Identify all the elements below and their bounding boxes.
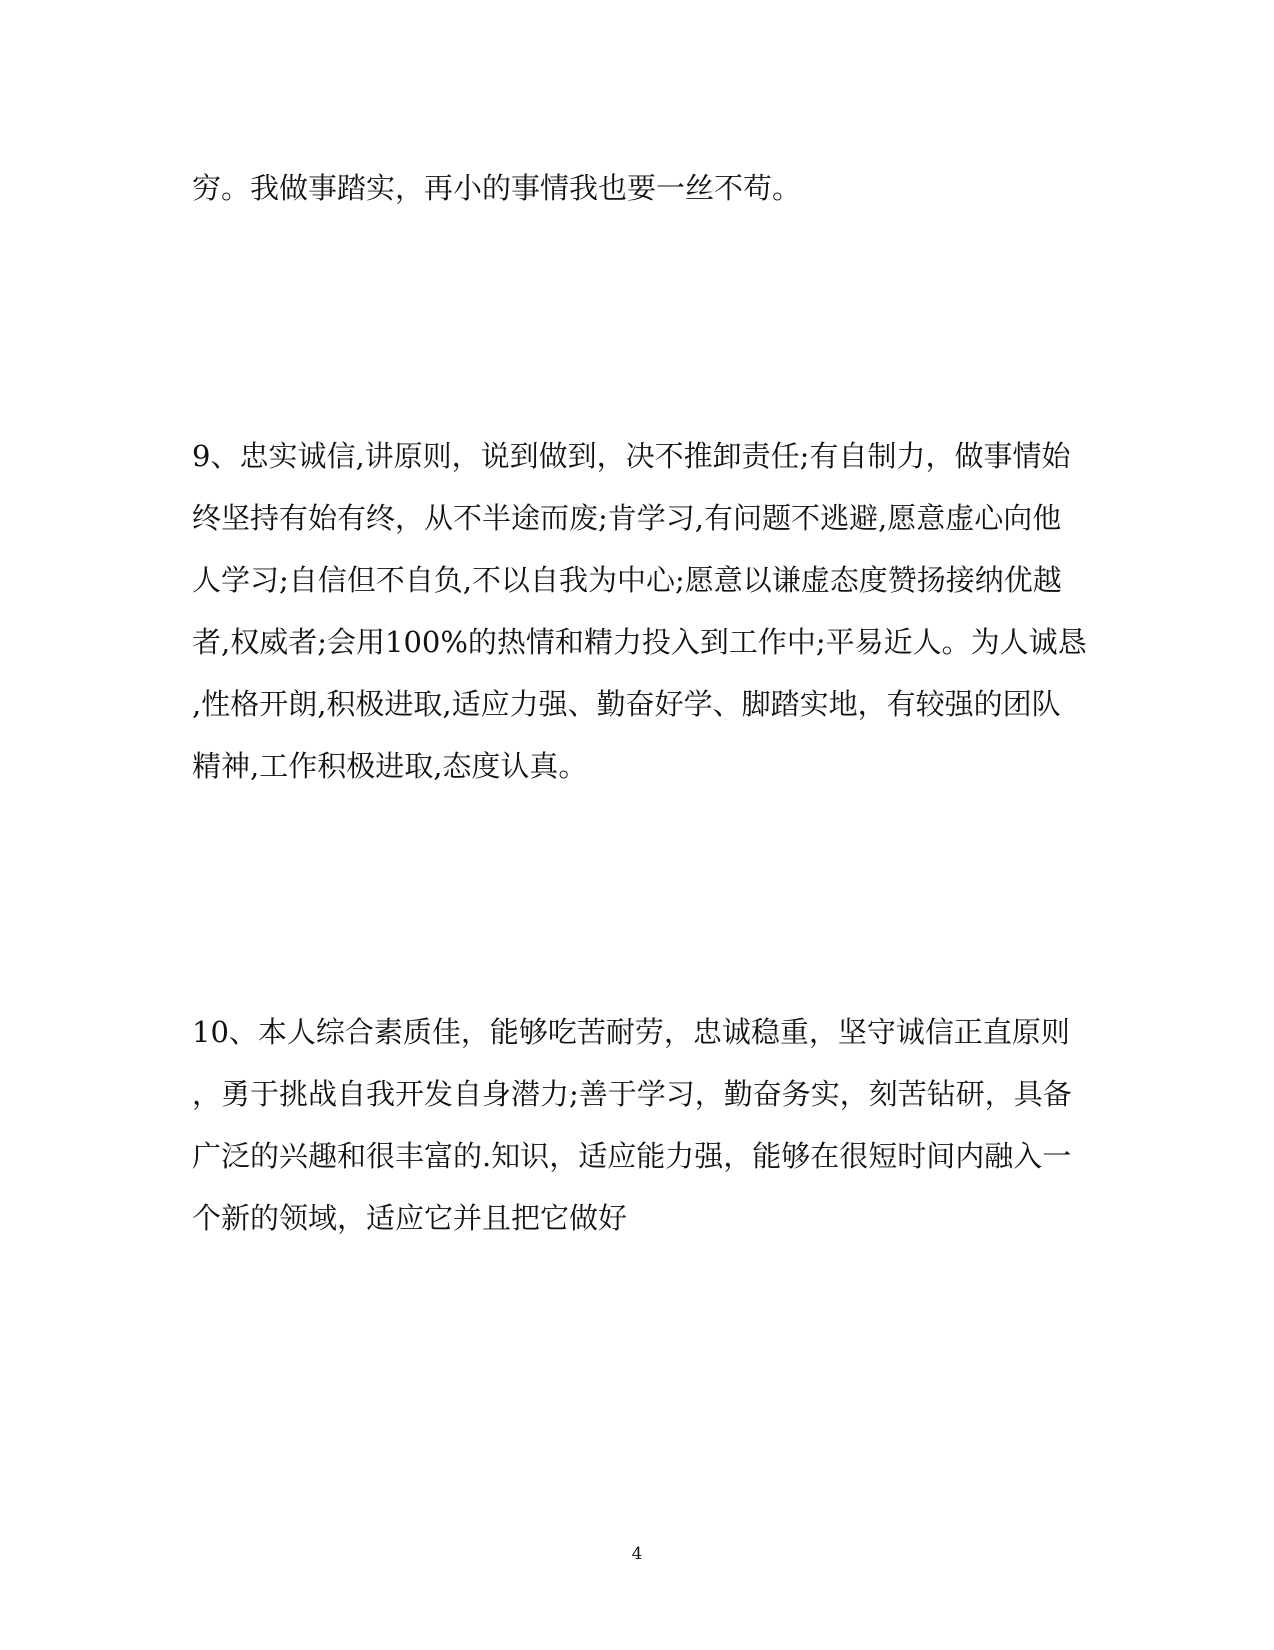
text-line: 10、本人综合素质佳，能够吃苦耐劳，忠诚稳重，坚守诚信正直原则 [192,1015,1070,1049]
text-line: 精神,工作积极进取,态度认真。 [192,749,588,783]
text-line: 穷。我做事踏实，再小的事情我也要一丝不苟。 [192,171,802,205]
text-line: 终坚持有始有终，从不半途而废;肯学习,有问题不逃避,愿意虚心向他 [192,501,1062,535]
text-line: 个新的领域，适应它并且把它做好 [192,1201,628,1235]
text-line: ,性格开朗,积极进取,适应力强、勤奋好学、脚踏实地，有较强的团队 [192,687,1061,721]
text-line: 广泛的兴趣和很丰富的.知识，适应能力强，能够在很短时间内融入一 [192,1139,1072,1173]
text-line: ，勇于挑战自我开发自身潜力;善于学习，勤奋务实，刻苦钻研，具备 [192,1077,1072,1111]
text-line: 人学习;自信但不自负,不以自我为中心;愿意以谦虚态度赞扬接纳优越 [192,563,1062,597]
page-number: 4 [631,1544,643,1564]
text-line: 者,权威者;会用100%的热情和精力投入到工作中;平易近人。为人诚恳 [192,625,1087,659]
text-line: 9、忠实诚信,讲原则，说到做到，决不推卸责任;有自制力，做事情始 [192,439,1071,473]
